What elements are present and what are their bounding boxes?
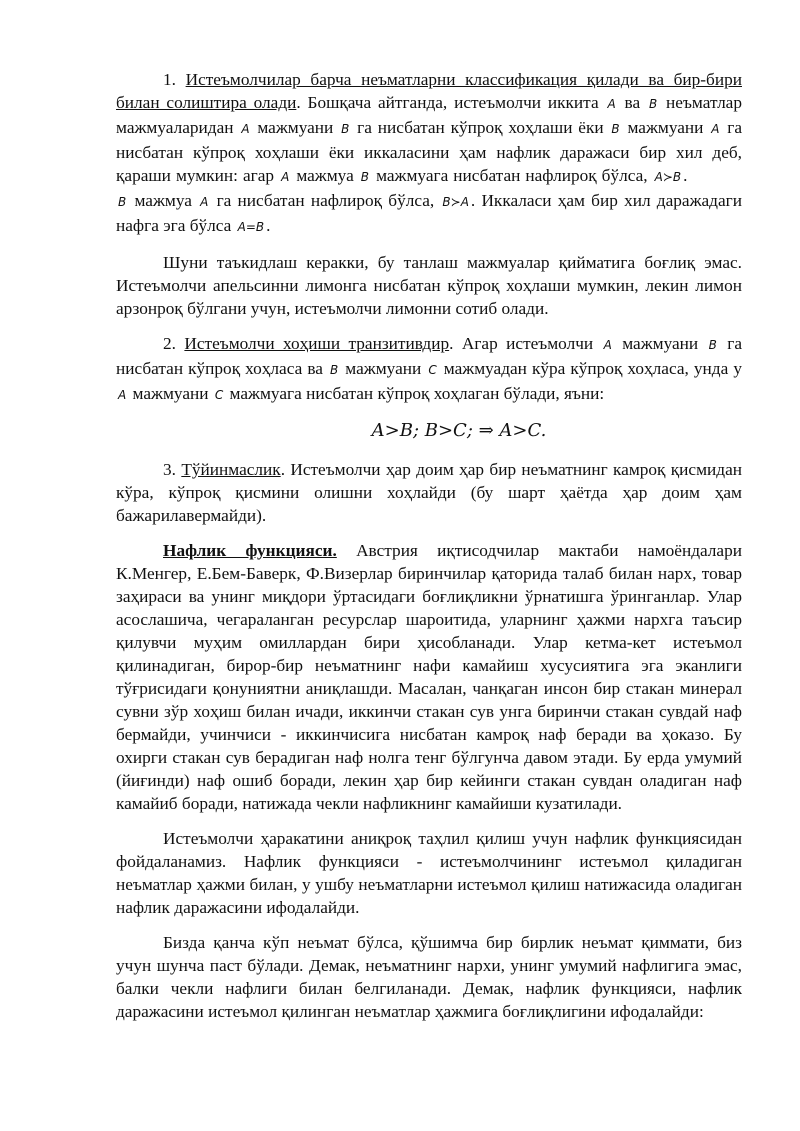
paragraph-2: Шуни таъкидлаш керакки, бу танлаш мажмуалар қийматига боғлиқ эмас. Истеъмолчи апельсинни лимонга нисбатан кўпроқ хоҳлаши мумкин, лекин лимон арзонроқ бўлгани учун, истеъмолчи лимонни сотиб олади. bbox=[116, 253, 742, 318]
paragraph-5: Нафлик функцияси. Австрия иқтисодчилар мактаби намоёндалари К.Менгер, Е.Бем-Баверк, Ф.Визерлар биринчилар қаторида талаб билан нарх, товар заҳираси ва унинг миқдори ўртасидаги боғлиқликни ўрнатишга ўринганлар. Улар асослашича, чегараланган ресурслар шароитида, уларнинг ҳажми нархга таъсир қилувчи муҳим омиллардан бири ҳисобланади. Улар кетма-кет истеъмол қилинадиган, бирор-бир неъматнинг нафи камайиш хусусиятига эга эканлиги тўғрисидаги қонуниятни аниқлашди. Масалан, чанқаган инсон бир стакан минерал сувни зўр хоҳиш билан ичади, иккинчи стакан сув унга биринчи стакан сувдай наф бермайди, учинчиси - иккинчисига нисбатан камроқ наф беради ва ҳоказо. Бу охирги стакан сув берадиган наф нолга тенг бўлгунча давом этади. Бу ерда умумий (йиғинди) наф ошиб боради, лекин ҳар бир кейинги стакан сувдан оладиган наф камайиб боради, натижада чекли нафликнинг камайиши кузатилади. bbox=[116, 541, 742, 813]
section-heading: Нафлик функцияси. bbox=[163, 541, 337, 560]
paragraph-3: 2. Истеъмолчи хоҳиши транзитивдир. Агар истеъмолчи A мажмуани B га нисбатан кўпроқ хоҳласа ва B мажмуани C мажмуадан кўра кўпроқ хоҳласа, унда у A мажмуани C мажмуага нисбатан кўпроқ хоҳлаган бўлади, яъни: bbox=[116, 334, 742, 403]
section-heading: Истеъмолчи хоҳиши транзитивдир bbox=[184, 334, 450, 353]
paragraph-6: Истеъмолчи ҳаракатини аниқроқ таҳлил қилиш учун нафлик функциясидан фойдаланамиз. Нафлик функцияси - истеъмолчининг истеъмол қиладиган неъматлар ҳажми билан, у ушбу неъматларни истеъмол қилиш натижасида оладиган нафлик даражасини ифодалайди. bbox=[116, 829, 742, 917]
paragraph-4: 3. Тўйинмаслик. Истеъмолчи ҳар доим ҳар бир неъматнинг камроқ қисмидан кўра, кўпроқ қисмини олишни хоҳлайди (бу шарт ҳаётда ҳар доим ҳам бажарилавермайди). bbox=[116, 460, 742, 525]
item-number: 3. bbox=[163, 460, 176, 479]
section-heading: Истеъмолчилар барча неъматларни классификация қилади ва бир-бири билан солиштира олади bbox=[116, 70, 742, 112]
item-number: 1. bbox=[163, 70, 176, 89]
document-page bbox=[116, 68, 742, 1035]
transitivity-formula: A>B; B>C; ⇒ A>C. bbox=[371, 420, 547, 441]
paragraph-1: 1. Истеъмолчилар барча неъматларни классификация қилади ва бир-бири билан солиштира олади. Бошқача айтганда, истеъмолчи иккита A ва B неъматлар мажмуаларидан A мажмуани B га нисбатан кўпроқ хоҳлаши ёки B мажмуани A га нисбатан кўпроқ хоҳлаши ёки иккаласини ҳам нафлик даражаси бир хил деб, қараши мумкин: агар A мажмуа B мажмуага нисбатан нафлироқ бўлса, A≻B . B мажмуа A га нисбатан нафлироқ бўлса, B≻A . Иккаласи ҳам бир хил даражадаги нафга эга бўлса A=B . bbox=[116, 70, 743, 235]
item-number: 2. bbox=[163, 334, 176, 353]
section-heading: Тўйинмаслик bbox=[181, 460, 281, 479]
paragraph-7: Бизда қанча кўп неъмат бўлса, қўшимча бир бирлик неъмат қиммати, биз учун шунча паст бўлади. Демак, неъматнинг нархи, унинг умумий нафлигига эмас, балки чекли нафлиги билан белгиланади. Демак, нафлик функцияси, нафлик даражасини истеъмол қилинган неъматлар ҳажмига боғлиқлигини ифодалайди: bbox=[116, 933, 742, 1021]
